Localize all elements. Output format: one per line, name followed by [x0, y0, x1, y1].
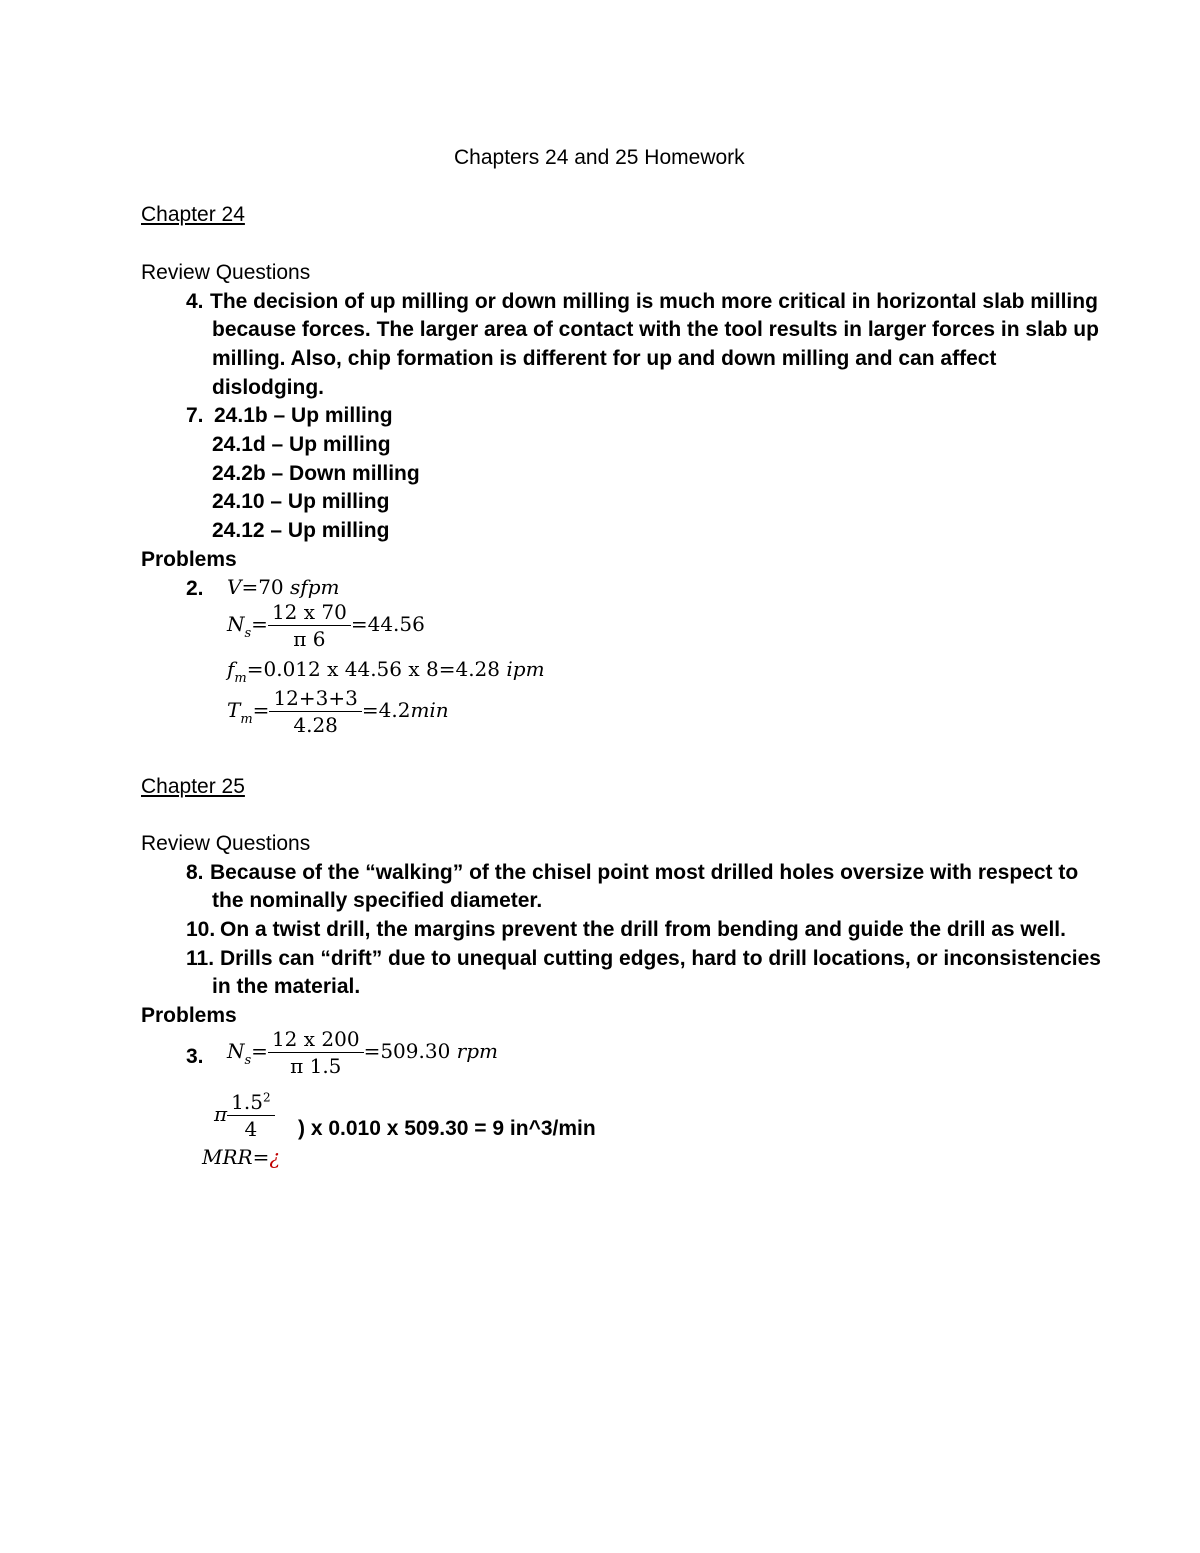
ch24-q7-item: 24.1b – Up milling: [214, 404, 393, 427]
fraction: $\frac{12 x 70}{\pi 6}$: [268, 600, 351, 651]
ch25-review-questions-label: Review Questions: [141, 832, 311, 855]
ch25-q8-line: the nominally specified diameter.: [212, 889, 543, 912]
ch25-q8-line: Because of the “walking” of the chisel point most drilled holes oversize with respect to: [210, 861, 1079, 884]
equation-machining-time: $T_m=$ $\frac{12+3+3}{4.28}$ =4.2min: [227, 686, 449, 737]
equation-mrr-label: MRR=¿: [202, 1145, 281, 1169]
equation-spindle-speed-drill: $N_s=$ $\frac{12 x 200}{\pi 1.5}$ =509.30 rpm: [227, 1027, 498, 1078]
ch25-q11-number: 11.: [186, 947, 215, 970]
ch24-problems-label: Problems: [141, 548, 237, 571]
ch24-p2-number: 2.: [186, 577, 204, 600]
ch25-q10-text: On a twist drill, the margins prevent the drill from bending and guide the drill as well.: [220, 918, 1066, 941]
equation-drill-area: π $\frac{1.5^2}{4}$: [214, 1090, 275, 1141]
ch24-q7-item: 24.1d – Up milling: [212, 433, 391, 456]
ch25-problems-label: Problems: [141, 1004, 237, 1027]
equation-spindle-speed: $N_s=$ $\frac{12 x 70}{\pi 6}$ =44.56: [227, 600, 425, 651]
ch24-review-questions-label: Review Questions: [141, 261, 311, 284]
equation-mrr-result: ) x 0.010 x 509.30 = 9 in^3/min: [298, 1117, 596, 1140]
equation-feed-rate: $f_m=0.012$ x 44.56 x 8=4.28 ipm: [227, 657, 545, 686]
ch25-q11-line: in the material.: [212, 975, 361, 998]
equation-velocity: V=70 sfpm: [227, 575, 340, 599]
ch24-q4-number: 4.: [186, 290, 204, 313]
fraction: $\frac{1.5^2}{4}$: [227, 1090, 274, 1141]
ch24-q4-line: milling. Also, chip formation is different for up and down milling and can affect: [212, 347, 997, 370]
ch24-q7-item: 24.2b – Down milling: [212, 462, 420, 485]
ch24-q7-item: 24.12 – Up milling: [212, 519, 390, 542]
chapter-25-heading: Chapter 25: [141, 775, 245, 798]
fraction: $\frac{12+3+3}{4.28}$: [269, 686, 361, 737]
page-title: Chapters 24 and 25 Homework: [454, 146, 745, 169]
fraction: $\frac{12 x 200}{\pi 1.5}$: [268, 1027, 364, 1078]
ch25-q10-number: 10.: [186, 918, 216, 941]
ch25-p3-number: 3.: [186, 1045, 204, 1068]
ch24-q4-line: dislodging.: [212, 376, 324, 399]
ch24-q4-line: The decision of up milling or down milling is much more critical in horizontal slab milling: [210, 290, 1098, 313]
ch25-q8-number: 8.: [186, 861, 204, 884]
chapter-24-heading: Chapter 24: [141, 203, 245, 226]
ch25-q11-line: Drills can “drift” due to unequal cutting edges, hard to drill locations, or inconsistencies: [220, 947, 1101, 970]
ch24-q7-number: 7.: [186, 404, 204, 427]
ch24-q4-line: because forces. The larger area of contact with the tool results in larger forces in slab up: [212, 318, 1099, 341]
ch24-q7-item: 24.10 – Up milling: [212, 490, 390, 513]
